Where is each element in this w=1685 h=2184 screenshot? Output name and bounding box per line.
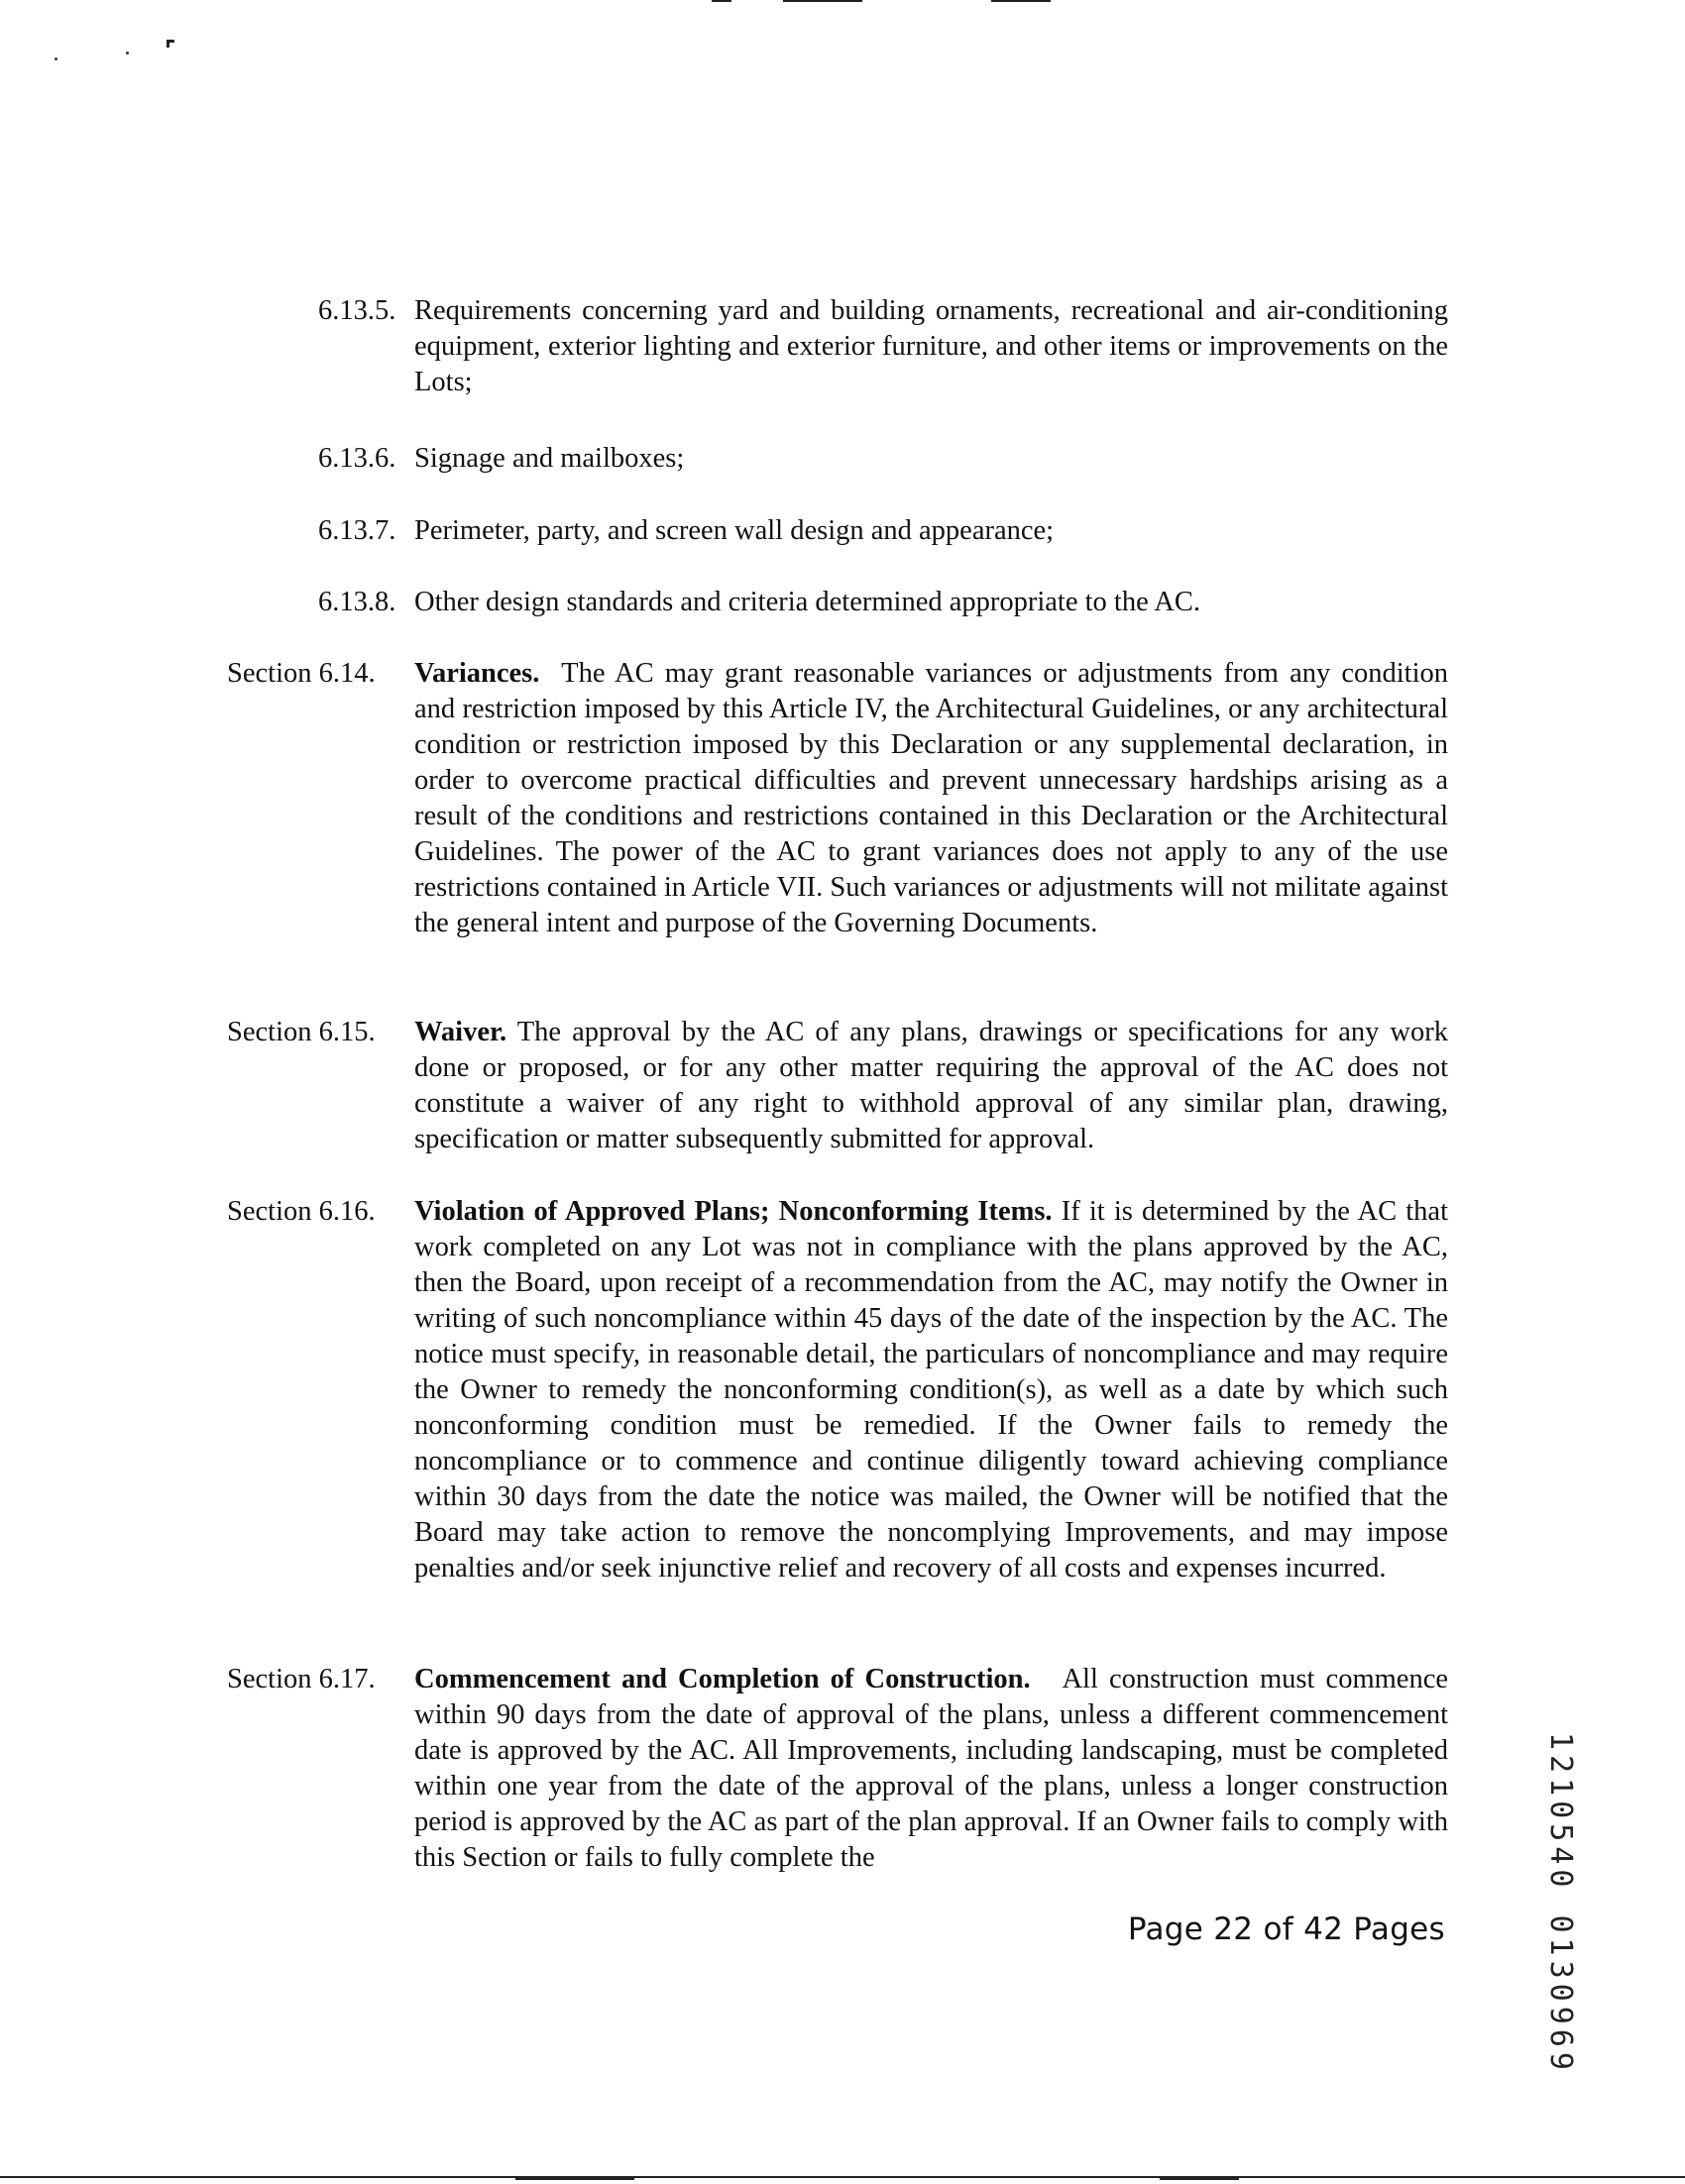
scan-artifact [712,0,731,2]
subsection-text: Other design standards and criteria determined appropriate to the AC. [414,587,1200,617]
scan-artifact [167,40,174,43]
subsection-number: 6.13.7. [318,515,396,546]
scan-artifact [515,2178,634,2180]
page-edge-line [0,2176,1685,2178]
section-body: All construction must commence within 90 days from the date of approval of the plans, unless a different commencement date is approved by the AC. All Improvements, including landscaping, must be completed within one year from the date of the approval of the plans, unless a longer construction period is approved by the AC as part of the plan approval. If an Owner fails to comply with this Section or fails to fully complete the [414,1664,1448,1873]
section-body: The AC may grant reasonable variances or adjustments from any condition and restriction imposed by this Article IV, the Architectural Guidelines, or any architectural condition or restriction imposed by this Declaration or any supplemental declaration, in order to overcome practical difficulties and prevent unnecessary hardships arising as a result of the conditions and restrictions contained in this Declaration or the Architectural Guidelines. The power of the AC to grant variances does not apply to any of the use restrictions contained in Article VII. Such variances or adjustments will not militate against the general intent and purpose of the Governing Documents. [414,658,1448,938]
subsection-number: 6.13.8. [318,587,396,617]
subsection-number: 6.13.6. [318,443,396,474]
section-heading: Commencement and Completion of Construction. [414,1664,1031,1694]
scan-artifact [55,57,57,60]
subsection-text: Requirements concerning yard and building ornaments, recreational and air-conditioning equipment, exterior lighting and exterior furniture, and other items or improvements on the Lots; [414,295,1448,397]
scan-artifact [991,0,1051,2]
scan-artifact [1160,2178,1239,2180]
section-text [414,1015,1448,1157]
section-body: The approval by the AC of any plans, drawings or specifications for any work done or proposed, or for any other matter requiring the approval of the AC does not constitute a waiver of any right to withhold approval of any similar plan, drawing, specification or matter subsequently submitted for approval. [414,1017,1448,1154]
scan-artifact [126,52,129,55]
recording-stamp: 1210540 0130969 [1543,1732,1578,2075]
section-text [414,1662,1448,1876]
section-heading: Violation of Approved Plans; Nonconforming Items. [414,1196,1053,1227]
section-heading: Waiver. [414,1017,507,1047]
section-number: Section 6.17. [227,1664,376,1694]
section-text [414,656,1448,941]
section-heading: Variances. [414,658,540,689]
section-body: If it is determined by the AC that work completed on any Lot was not in compliance with the plans approved by the AC, then the Board, upon receipt of a recommendation from the AC, may notify the Owner in writing of such noncompliance within 45 days of the date of the inspection by the AC. The notice must specify, in reasonable detail, the particulars of noncompliance and may require the Owner to remedy the nonconforming condition(s), as well as a date by which such nonconforming condition must be remedied. If the Owner fails to remedy the noncompliance or to commence and continue diligently toward achieving compliance within 30 days from the date the notice was mailed, the Owner will be notified that the Board may take action to remove the noncomplying Improvements, and may impose penalties and/or seek injunctive relief and recovery of all costs and expenses incurred. [414,1196,1448,1583]
subsection-text: Perimeter, party, and screen wall design and appearance; [414,515,1055,546]
scan-artifact [783,0,862,2]
page-number-footer: Page 22 of 42 Pages [1127,1911,1445,1947]
section-text [414,1194,1448,1586]
subsection-number: 6.13.5. [318,295,396,326]
section-number: Section 6.16. [227,1196,376,1227]
subsection-text: Signage and mailboxes; [414,443,685,474]
section-number: Section 6.14. [227,658,376,689]
section-number: Section 6.15. [227,1017,376,1047]
